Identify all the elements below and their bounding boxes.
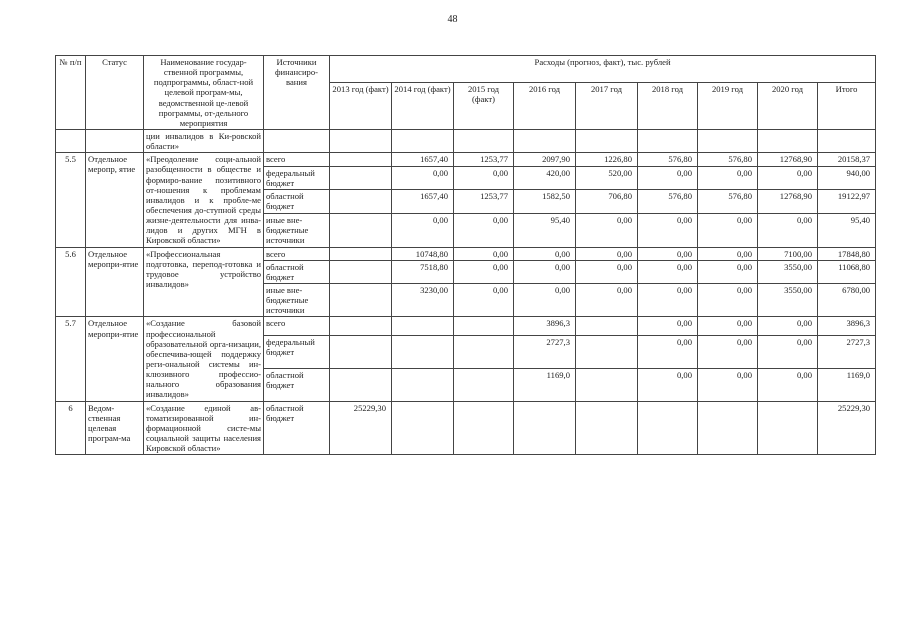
row-source: федеральный бюджет xyxy=(264,335,330,368)
value-cell xyxy=(454,317,514,336)
value-cell: 0,00 xyxy=(698,166,758,190)
row-name: «Создание единой ав-томатизированной ин-формационной систе-мы социальной защиты населения Кировской области» xyxy=(144,401,264,455)
value-cell: 0,00 xyxy=(638,368,698,401)
value-cell: 0,00 xyxy=(758,213,818,247)
value-cell xyxy=(576,335,638,368)
value-cell: 1582,50 xyxy=(514,190,576,214)
value-cell: 0,00 xyxy=(454,247,514,260)
value-cell: 0,00 xyxy=(758,166,818,190)
value-cell xyxy=(330,368,392,401)
year-header: 2019 год xyxy=(698,82,758,129)
value-cell xyxy=(638,401,698,455)
value-cell xyxy=(576,368,638,401)
year-header: 2015 год (факт) xyxy=(454,82,514,129)
value-cell: 7518,80 xyxy=(392,260,454,283)
value-cell: 7100,00 xyxy=(758,247,818,260)
table-row xyxy=(56,317,876,336)
value-cell: 2097,90 xyxy=(514,153,576,166)
value-cell: 0,00 xyxy=(698,247,758,260)
header-expenses: Расходы (прогноз, факт), тыс. рублей xyxy=(330,56,876,83)
value-cell: 706,80 xyxy=(576,190,638,214)
value-cell: 0,00 xyxy=(514,260,576,283)
value-cell: 1253,77 xyxy=(454,153,514,166)
value-cell xyxy=(454,401,514,455)
value-cell xyxy=(330,335,392,368)
header-name: Наименование государ-ственной программы, подпрограммы, област-ной целевой програм-мы, ведомственной це-левой программы, от-дельного мероприятия xyxy=(144,56,264,130)
row-source: иные вне-бюджетные источники xyxy=(264,283,330,316)
total-cell: 25229,30 xyxy=(818,401,876,455)
value-cell xyxy=(330,166,392,190)
value-cell: 3896,3 xyxy=(514,317,576,336)
value-cell: 420,00 xyxy=(514,166,576,190)
value-cell: 0,00 xyxy=(514,283,576,316)
value-cell: 0,00 xyxy=(698,335,758,368)
value-cell: 0,00 xyxy=(454,283,514,316)
value-cell: 12768,90 xyxy=(758,190,818,214)
row-number: 5.7 xyxy=(56,317,86,401)
carry-over-text: ции инвалидов в Ки-ровской области» xyxy=(144,129,264,152)
value-cell: 3230,00 xyxy=(392,283,454,316)
row-source: иные вне-бюджетные источники xyxy=(264,213,330,247)
total-cell: 1169,0 xyxy=(818,368,876,401)
carry-over-row xyxy=(56,129,876,152)
value-cell: 0,00 xyxy=(638,317,698,336)
value-cell: 0,00 xyxy=(454,166,514,190)
value-cell xyxy=(758,401,818,455)
value-cell xyxy=(514,401,576,455)
value-cell xyxy=(330,213,392,247)
value-cell: 0,00 xyxy=(638,335,698,368)
value-cell: 0,00 xyxy=(392,213,454,247)
value-cell: 0,00 xyxy=(454,260,514,283)
page-number: 48 xyxy=(447,14,458,25)
value-cell: 0,00 xyxy=(454,213,514,247)
value-cell: 0,00 xyxy=(638,247,698,260)
value-cell xyxy=(330,190,392,214)
value-cell xyxy=(330,260,392,283)
value-cell: 2727,3 xyxy=(514,335,576,368)
row-status: Ведом-ственная целевая програм-ма xyxy=(86,401,144,455)
value-cell: 0,00 xyxy=(576,213,638,247)
year-header: 2013 год (факт) xyxy=(330,82,392,129)
year-header: 2017 год xyxy=(576,82,638,129)
value-cell: 0,00 xyxy=(698,260,758,283)
total-cell: 940,00 xyxy=(818,166,876,190)
row-source: областной бюджет xyxy=(264,260,330,283)
value-cell: 0,00 xyxy=(698,213,758,247)
value-cell: 95,40 xyxy=(514,213,576,247)
row-source: федеральный бюджет xyxy=(264,166,330,190)
year-header: 2018 год xyxy=(638,82,698,129)
value-cell: 1657,40 xyxy=(392,153,454,166)
value-cell: 3550,00 xyxy=(758,283,818,316)
value-cell: 520,00 xyxy=(576,166,638,190)
value-cell: 0,00 xyxy=(758,335,818,368)
value-cell: 3550,00 xyxy=(758,260,818,283)
value-cell: 576,80 xyxy=(638,153,698,166)
header-num: № п/п xyxy=(56,56,86,130)
value-cell: 0,00 xyxy=(638,283,698,316)
row-status: Отдельное меропр, ятие xyxy=(86,153,144,247)
value-cell: 0,00 xyxy=(638,260,698,283)
row-source: всего xyxy=(264,153,330,166)
value-cell: 1657,40 xyxy=(392,190,454,214)
total-cell: 20158,37 xyxy=(818,153,876,166)
total-header: Итого xyxy=(818,82,876,129)
table-row xyxy=(56,401,876,455)
value-cell xyxy=(576,401,638,455)
header-status: Статус xyxy=(86,56,144,130)
value-cell: 576,80 xyxy=(698,153,758,166)
total-cell: 17848,80 xyxy=(818,247,876,260)
total-cell: 11068,80 xyxy=(818,260,876,283)
row-source: областной бюджет xyxy=(264,190,330,214)
value-cell: 0,00 xyxy=(698,368,758,401)
row-status: Отдельное меропри-ятие xyxy=(86,247,144,317)
value-cell: 1226,80 xyxy=(576,153,638,166)
row-name: «Создание базовой профессиональной образовательной орга-низации, обеспечива-ющей поддержку реги-ональной системы ин-клюзивного профессио-нального образования инвалидов» xyxy=(144,317,264,401)
value-cell xyxy=(330,283,392,316)
value-cell xyxy=(454,368,514,401)
value-cell xyxy=(392,368,454,401)
table-row xyxy=(56,153,876,166)
row-number: 5.6 xyxy=(56,247,86,317)
value-cell xyxy=(392,401,454,455)
total-cell: 3896,3 xyxy=(818,317,876,336)
header-row xyxy=(56,56,876,83)
row-source: областной бюджет xyxy=(264,401,330,455)
value-cell: 0,00 xyxy=(576,260,638,283)
value-cell: 25229,30 xyxy=(330,401,392,455)
total-cell: 19122,97 xyxy=(818,190,876,214)
value-cell: 12768,90 xyxy=(758,153,818,166)
value-cell: 10748,80 xyxy=(392,247,454,260)
value-cell: 0,00 xyxy=(698,317,758,336)
total-cell: 95,40 xyxy=(818,213,876,247)
value-cell: 0,00 xyxy=(638,166,698,190)
row-name: «Профессиональная подготовка, перепод-готовка и трудовое устройство инвалидов» xyxy=(144,247,264,317)
year-header: 2016 год xyxy=(514,82,576,129)
value-cell: 0,00 xyxy=(698,283,758,316)
header-sources: Источники финансиро-вания xyxy=(264,56,330,130)
value-cell xyxy=(330,247,392,260)
value-cell xyxy=(330,317,392,336)
row-source: всего xyxy=(264,317,330,336)
total-cell: 2727,3 xyxy=(818,335,876,368)
budget-table xyxy=(55,55,876,455)
row-status: Отдельное меропри-ятие xyxy=(86,317,144,401)
row-number: 6 xyxy=(56,401,86,455)
year-header: 2014 год (факт) xyxy=(392,82,454,129)
value-cell: 0,00 xyxy=(392,166,454,190)
value-cell: 1253,77 xyxy=(454,190,514,214)
value-cell: 576,80 xyxy=(638,190,698,214)
total-cell: 6780,00 xyxy=(818,283,876,316)
row-number: 5.5 xyxy=(56,153,86,247)
value-cell xyxy=(392,335,454,368)
value-cell xyxy=(576,317,638,336)
value-cell: 0,00 xyxy=(758,368,818,401)
value-cell: 576,80 xyxy=(698,190,758,214)
value-cell: 0,00 xyxy=(758,317,818,336)
value-cell: 1169,0 xyxy=(514,368,576,401)
row-name: «Преодоление соци-альной разобщенности в обществе и формиро-вание позитивного от-ношения к проблемам инвалидов и к пробле-ме обеспечения до-ступной среды жизне-деятельности для инва-лидов и других МГН в Кировской области» xyxy=(144,153,264,247)
table-row xyxy=(56,247,876,260)
value-cell: 0,00 xyxy=(576,283,638,316)
value-cell xyxy=(698,401,758,455)
row-source: всего xyxy=(264,247,330,260)
value-cell: 0,00 xyxy=(514,247,576,260)
value-cell xyxy=(330,153,392,166)
value-cell xyxy=(454,335,514,368)
value-cell xyxy=(392,317,454,336)
value-cell: 0,00 xyxy=(576,247,638,260)
year-header: 2020 год xyxy=(758,82,818,129)
row-source: областной бюджет xyxy=(264,368,330,401)
value-cell: 0,00 xyxy=(638,213,698,247)
